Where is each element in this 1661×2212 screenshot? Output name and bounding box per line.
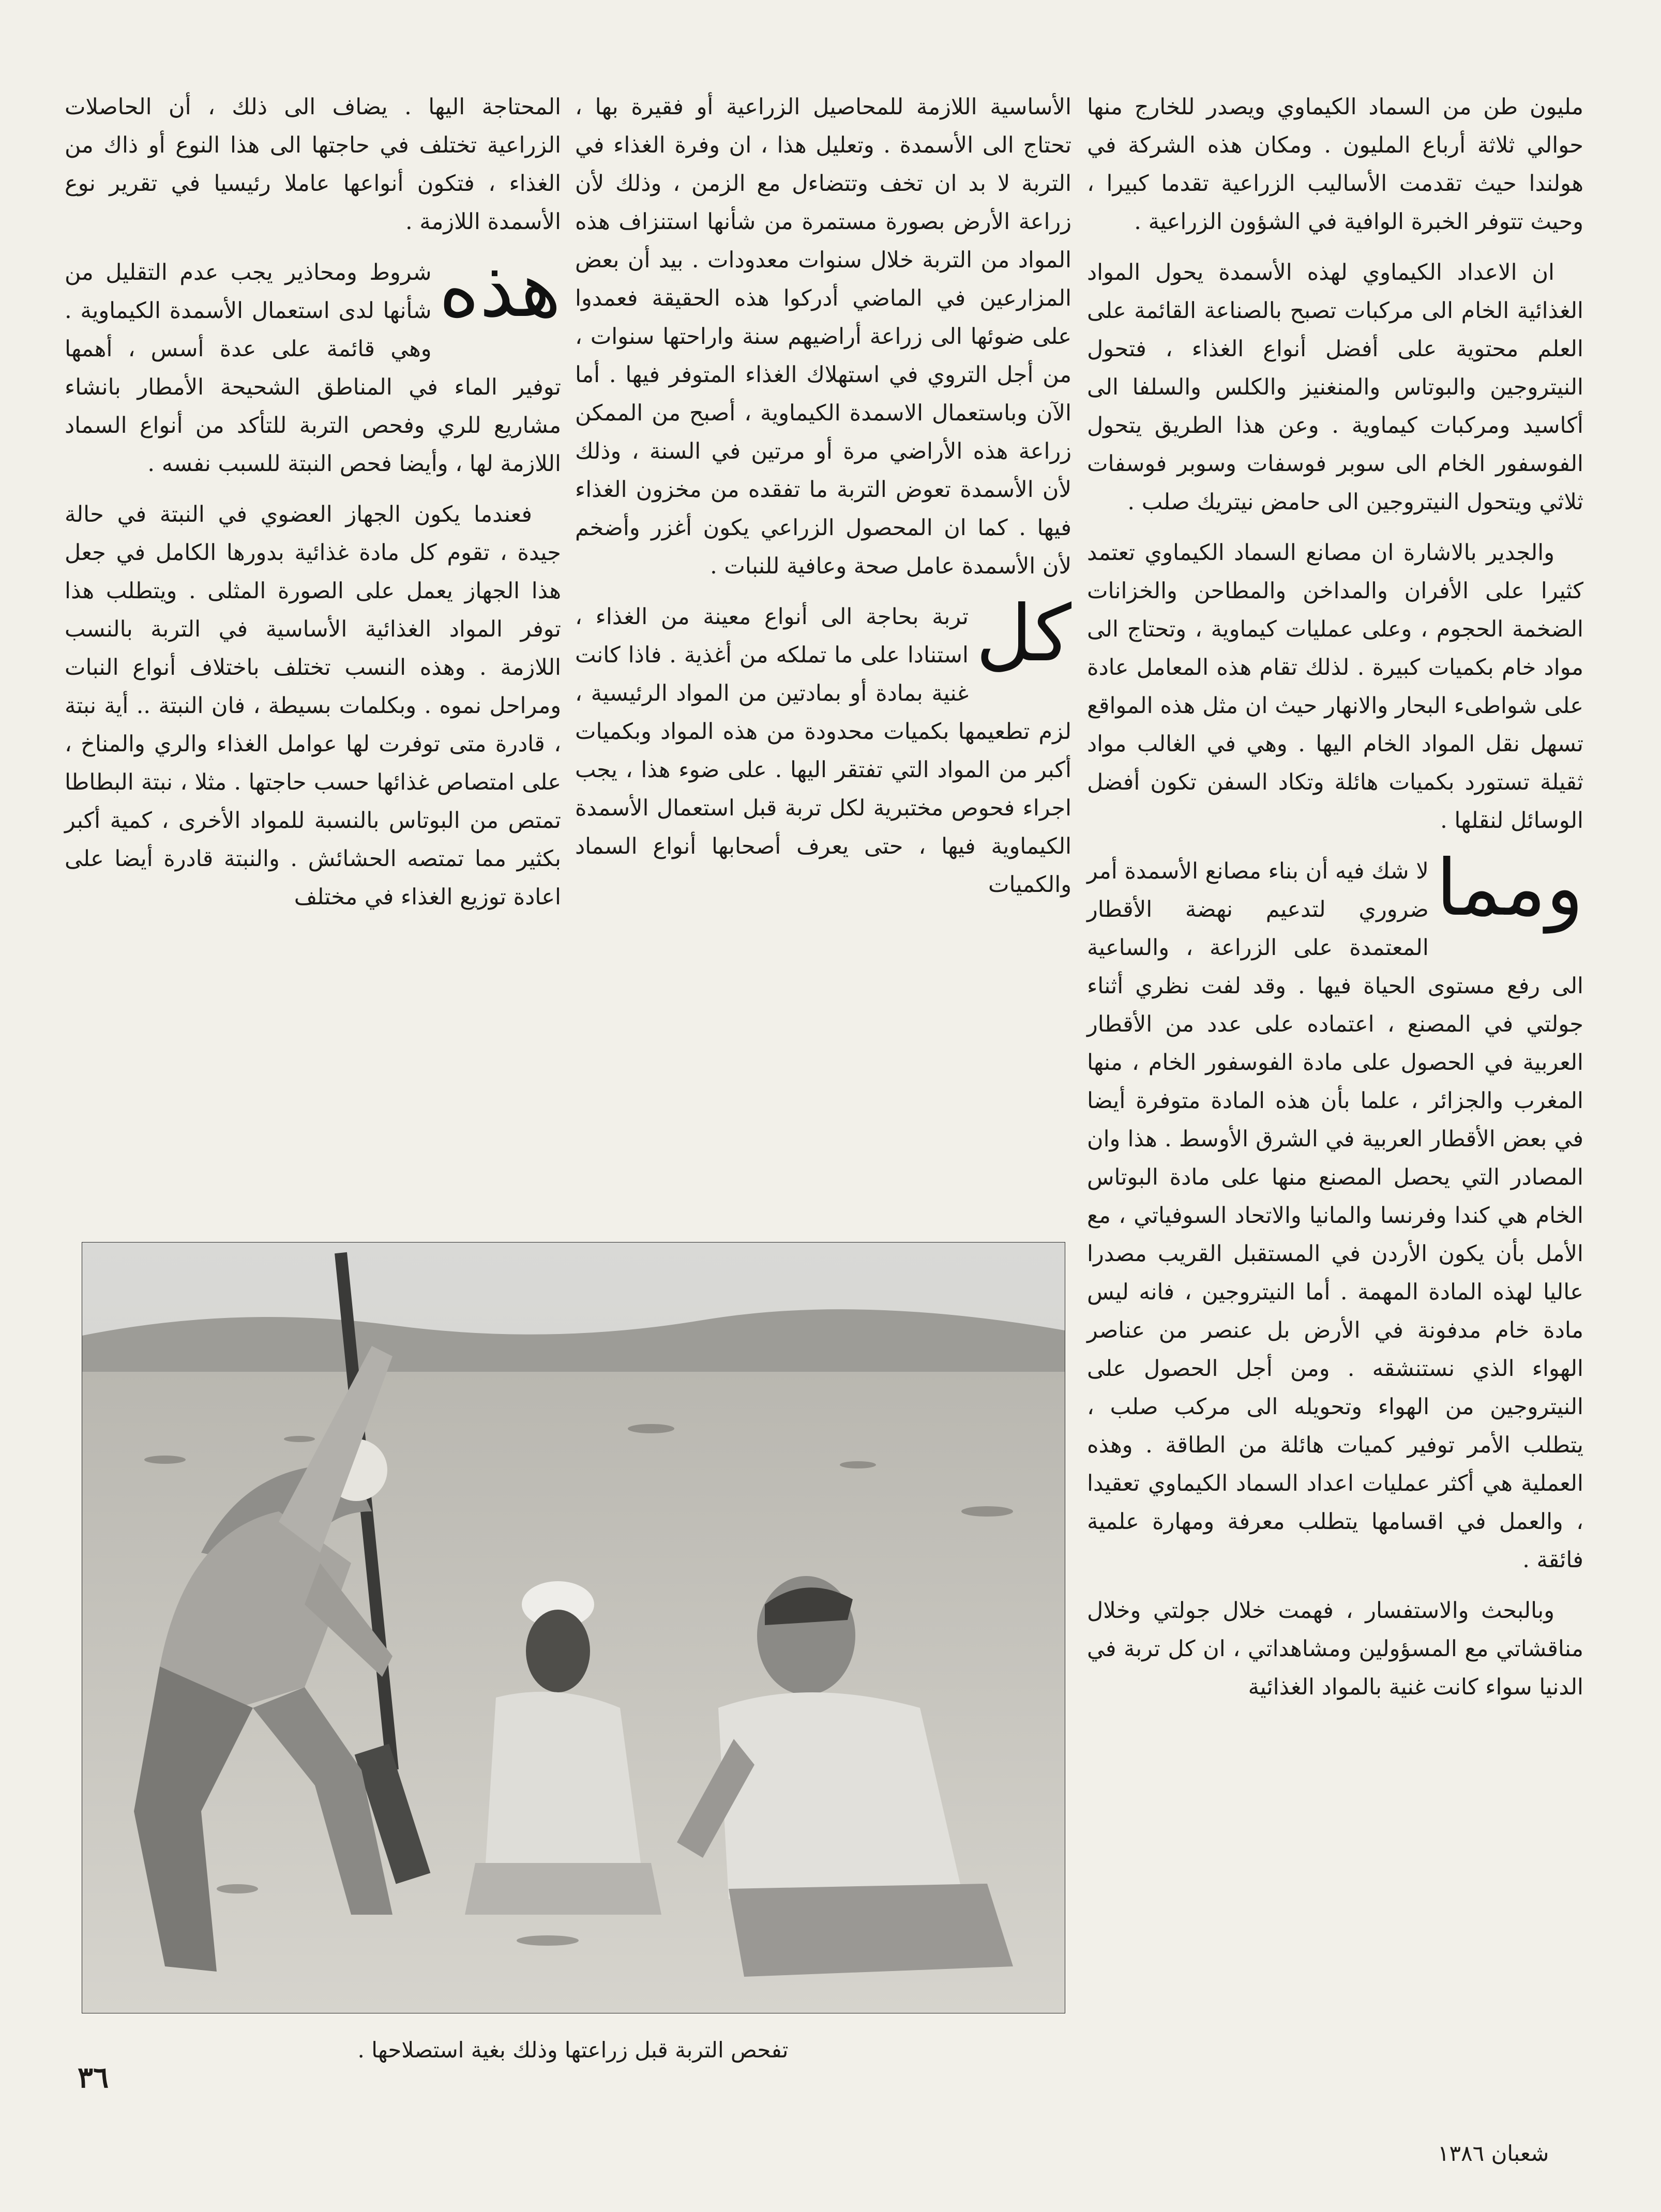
paragraph-with-dropcap — [575, 589, 1071, 904]
article-column-left — [65, 88, 561, 1143]
paragraph: ان الاعداد الكيماوي لهذه الأسمدة يحول المواد الغذائية الخام الى مركبات تصبح بالصناعة القائمة على العلم محتوية على أفضل أنواع الغذاء ، فتحول النيتروجين والبوتاس والمنغنيز والكلس والسلفا الى أكاسيد ومركبات كيماوية . وعن هذا الطريق يتحول الفوسفور الخام الى سوبر فوسفات وسوبر فوسفات ثلاثي ويتحول النيتروجين الى حامض نيتريك صلب . — [1087, 260, 1583, 515]
photo-soil-inspection — [82, 1242, 1065, 2013]
paragraph-text: تربة بحاجة الى أنواع معينة من الغذاء ، استنادا على ما تملكه من أغذية . فاذا كانت غنية بمادة أو بمادتين من المواد الرئيسية ، لزم تطعيمها بكميات محدودة من هذه المواد وبكميات أكبر من المواد التي تفتقر اليها . على ضوء هذا ، يجب اجراء فحوص مختبرية لكل تربة قبل استعمال الأسمدة الكيماوية فيها ، حتى يعرف أصحابها أنواع السماد والكميات — [575, 604, 1071, 898]
article-column-middle — [575, 88, 1071, 1143]
article-column-right — [1087, 88, 1583, 2130]
paragraph-text: شروط ومحاذير يجب عدم التقليل من شأنها لدى استعمال الأسمدة الكيماوية . وهي قائمة على عدة أسس ، أهمها توفير الماء في المناطق الشحيحة الأمطار بانشاء مشاريع للري وفحص التربة للتأكد من أنواع السماد اللازمة لها ، وأيضا فحص النبتة للسبب نفسه . — [65, 260, 561, 477]
paragraph-with-dropcap — [1087, 843, 1583, 1579]
paragraph-text: لا شك فيه أن بناء مصانع الأسمدة أمر ضروري لتدعيم نهضة الأقطار المعتمدة على الزراعة ، والساعية الى رفع مستوى الحياة فيها . وقد لفت نظري أثناء جولتي في المصنع ، اعتماده على عدد من الأقطار العربية في الحصول على مادة الفوسفور الخام ، منها المغرب والجزائر ، علما بأن هذه المادة متوفرة أيضا في بعض الأقطار العربية في الشرق الأوسط . هذا وان المصادر التي يحصل المصنع منها على مادة البوتاس الخام هي كندا وفرنسا والمانيا والاتحاد السوفياتي ، مع الأمل بأن يكون الأردن في المستقبل القريب مصدرا عاليا لهذه المادة المهمة . أما النيتروجين ، فانه ليس مادة خام مدفونة في الأرض بل عنصر من عناصر الهواء الذي نستنشقه . ومن أجل الحصول على النيتروجين من الهواء وتحويله الى مركب صلب ، يتطلب الأمر توفير كميات هائلة من الطاقة . وهذه العملية هي أكثر عمليات اعداد السماد الكيماوي تعقيدا ، والعمل في اقسامها يتطلب معرفة ومهارة علمية فائقة . — [1087, 858, 1583, 1573]
paragraph-with-dropcap — [65, 245, 561, 483]
paragraph: فعندما يكون الجهاز العضوي في النبتة في حالة جيدة ، تقوم كل مادة غذائية بدورها الكامل في جعل هذا الجهاز يعمل على الصورة المثلى . ويتطلب هذا توفر المواد الغذائية الأساسية في التربة بالنسب اللازمة . وهذه النسب تختلف باختلاف أنواع النبات ومراحل نموه . وبكلمات بسيطة ، فان النبتة .. أية نبتة ، قادرة متى توفرت لها عوامل الغذاء والري والمناخ ، على امتصاص غذائها حسب حاجتها . مثلا ، نبتة البطاطا تمتص من البوتاس بالنسبة للمواد الأخرى ، كمية أكبر بكثير مما تمتصه الحشائش . والنبتة قادرة أيضا على اعادة توزيع الغذاء في مختلف — [65, 502, 561, 910]
drop-cap: كل — [975, 589, 1071, 679]
drop-cap: هذه — [439, 245, 561, 335]
drop-cap: ومما — [1436, 843, 1583, 933]
paragraph: المحتاجة اليها . يضاف الى ذلك ، أن الحاصلات الزراعية تختلف في حاجتها الى هذا النوع أو ذاك من الغذاء ، فتكون أنواعها عاملا رئيسيا في تقرير نوع الأسمدة اللازمة . — [65, 94, 561, 235]
photo-illustration — [82, 1243, 1065, 2013]
page-number: ٣٦ — [78, 2061, 109, 2095]
paragraph: وبالبحث والاستفسار ، فهمت خلال جولتي وخلال مناقشاتي مع المسؤولين ومشاهداتي ، ان كل تربة في الدنيا سواء كانت غنية بالمواد الغذائية — [1087, 1598, 1583, 1700]
paragraph: والجدير بالاشارة ان مصانع السماد الكيماوي تعتمد كثيرا على الأفران والمداخن والمطاحن والخزانات الضخمة الحجوم ، وعلى عمليات كيماوية ، وتحتاج الى مواد خام بكميات كبيرة . لذلك تقام هذه المعامل عادة على شواطىء البحار والانهار حيث ان مثل هذه المواقع تسهل نقل المواد الخام اليها . وهي في الغالب مواد ثقيلة تستورد بكميات هائلة وتكاد السفن تكون أفضل الوسائل لنقلها . — [1087, 540, 1583, 834]
paragraph: الأساسية اللازمة للمحاصيل الزراعية أو فقيرة بها ، تحتاج الى الأسمدة . وتعليل هذا ، ان وفرة الغذاء في التربة لا بد ان تخف وتتضاءل مع الزمن ، وذلك لأن زراعة الأرض بصورة مستمرة من شأنها استنزاف هذه المواد من التربة خلال سنوات معدودات . بيد أن بعض المزارعين في الماضي أدركوا هذه الحقيقة فعمدوا على ضوئها الى زراعة أراضيهم سنة واراحتها سنوات ، من أجل التروي في استهلاك الغذاء المتوفر فيها . أما الآن وباستعمال الاسمدة الكيماوية ، أصبح من الممكن زراعة هذه الأراضي مرة أو مرتين في السنة ، وذلك لأن الأسمدة تعوض التربة ما تفقده من مخزون الغذاء فيها . كما ان المحصول الزراعي يكون أغزر وأضخم لأن الأسمدة عامل صحة وعافية للنبات . — [575, 94, 1071, 579]
paragraph: مليون طن من السماد الكيماوي ويصدر للخارج منها حوالي ثلاثة أرباع المليون . ومكان هذه الشركة في هولندا حيث تقدمت الأساليب الزراعية تقدما كبيرا ، وحيث تتوفر الخبرة الوافية في الشؤون الزراعية . — [1087, 94, 1583, 235]
photo-caption: تفحص التربة قبل زراعتها وذلك بغية استصلاحها . — [357, 2037, 789, 2063]
issue-date: شعبان ١٣٨٦ — [1438, 2141, 1549, 2166]
